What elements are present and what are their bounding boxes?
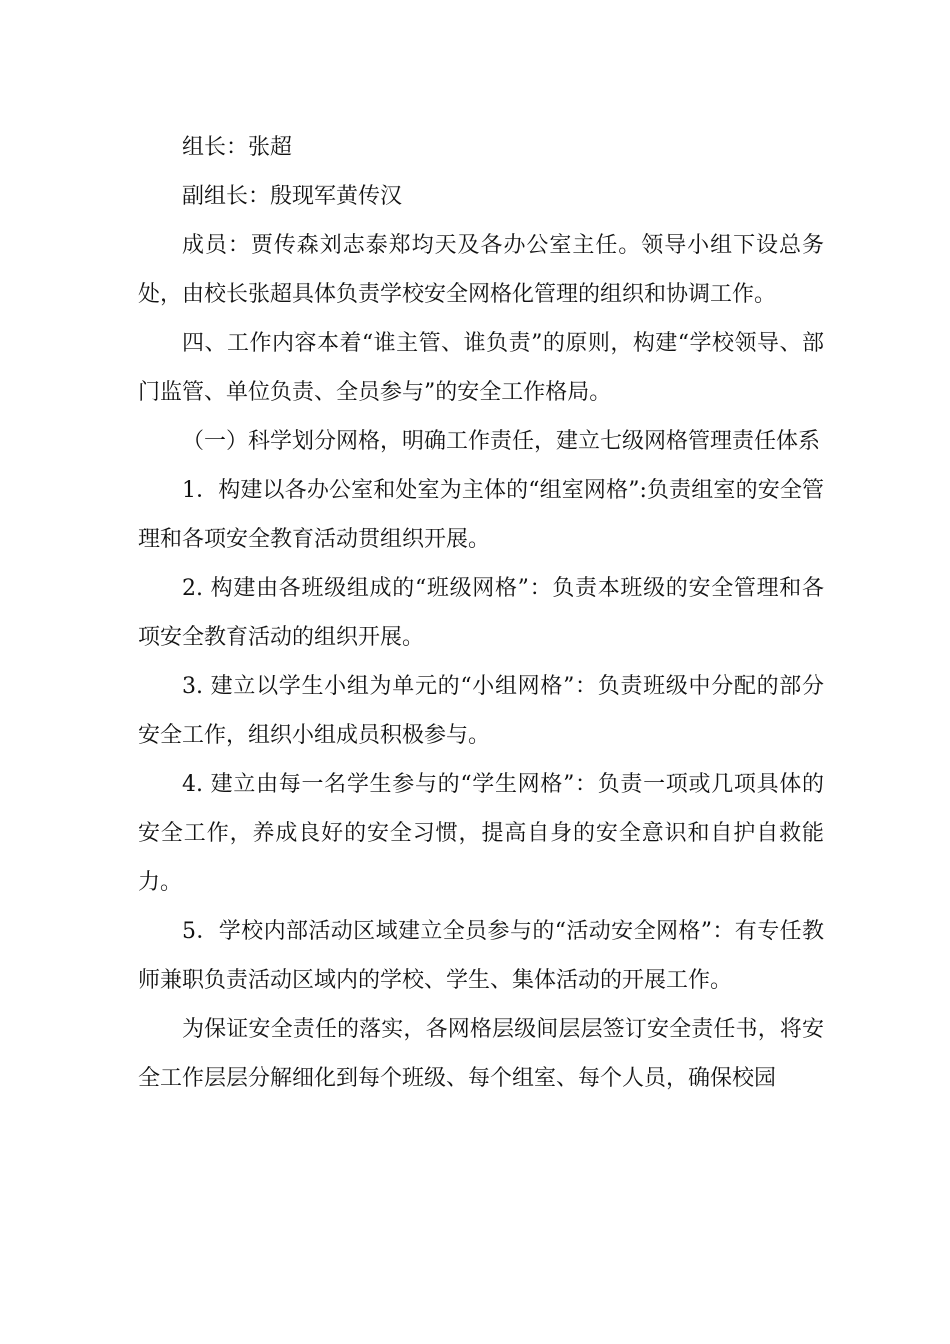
- paragraph-item-5: 5．学校内部活动区域建立全员参与的“活动安全网格”：有专任教师兼职负责活动区域内的学校、学生、集体活动的开展工作。: [138, 919, 824, 993]
- paragraph-item-2: 2. 构建由各班级组成的“班级网格”：负责本班级的安全管理和各项安全教育活动的组织开展。: [138, 576, 824, 650]
- paragraph-responsibility: 为保证安全责任的落实，各网格层级间层层签订安全责任书，将安全工作层层分解细化到每个班级、每个组室、每个人员，确保校园: [138, 1017, 824, 1091]
- paragraph-item-1: 1．构建以各办公室和处室为主体的“组室网格”:负责组室的安全管理和各项安全教育活动贯组织开展。: [138, 478, 824, 552]
- paragraph-section-four: 四、工作内容本着“谁主管、谁负责”的原则，构建“学校领导、部门监管、单位负责、全员参与”的安全工作格局。: [138, 331, 824, 405]
- paragraph-members: 成员：贾传森刘志泰郑均天及各办公室主任。领导小组下设总务处，由校长张超具体负责学校安全网格化管理的组织和协调工作。: [138, 233, 824, 307]
- paragraph-item-3: 3. 建立以学生小组为单元的“小组网格”：负责班级中分配的部分安全工作，组织小组成员积极参与。: [138, 674, 824, 748]
- paragraph-item-4: 4. 建立由每一名学生参与的“学生网格”：负责一项或几项具体的安全工作，养成良好的安全习惯，提高自身的安全意识和自护自救能力。: [138, 772, 824, 895]
- paragraph-deputy-leader: 副组长：殷现军黄传汉: [182, 184, 403, 209]
- paragraph-subsection-one: （一）科学划分网格，明确工作责任，建立七级网格管理责任体系: [182, 429, 821, 454]
- document-body: [138, 123, 824, 1103]
- paragraph-team-leader: 组长：张超: [182, 135, 293, 160]
